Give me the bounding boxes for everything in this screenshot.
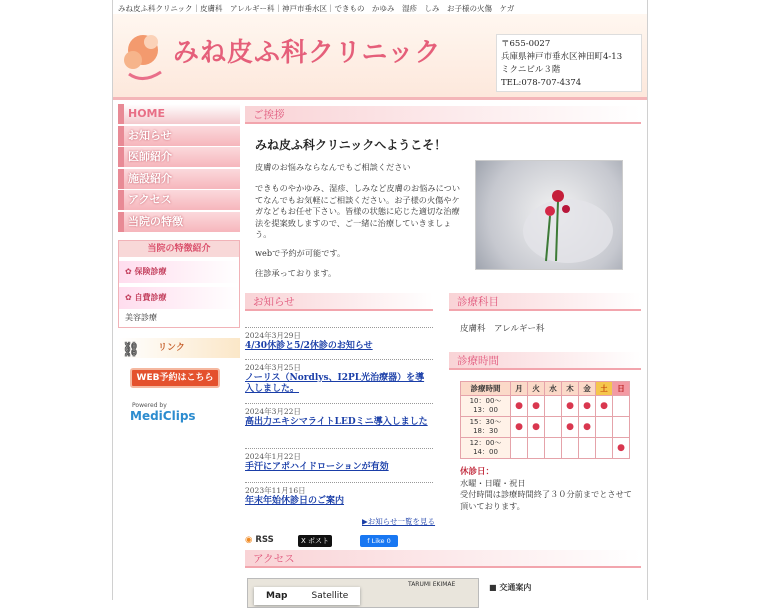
hours-header-cell: 診療時間 <box>461 382 511 396</box>
closed-days-label: 休診日： <box>460 467 495 477</box>
news-item <box>245 482 433 507</box>
postal-code: 〒655-0027 <box>501 39 551 49</box>
telephone: TEL:078-707-4374 <box>501 78 582 88</box>
news-item <box>245 327 433 352</box>
hours-mark: ● <box>562 396 579 417</box>
powered-by: Powered by <box>132 402 167 409</box>
news-date: 2024年3月29日 <box>245 331 301 340</box>
x-post-button[interactable]: X ポスト <box>298 535 332 547</box>
nav-news[interactable]: お知らせ <box>118 126 240 146</box>
hours-mark <box>545 417 562 438</box>
web-reservation-button[interactable]: WEB予約はこちら <box>130 368 220 388</box>
clinic-flower-photo <box>475 160 623 270</box>
hours-section-title: 診療時間 <box>449 352 641 370</box>
feature-insurance-label: 保険診療 <box>134 267 167 276</box>
hours-mark: ● <box>613 438 630 459</box>
address-line1: 兵庫県神戸市垂水区神田町4-13 <box>501 52 623 62</box>
access-section-title: アクセス <box>245 550 641 568</box>
hours-mark <box>579 438 596 459</box>
hours-mark <box>613 396 630 417</box>
news-link[interactable]: 4/30休診と5/2休診のお知らせ <box>245 341 373 351</box>
news-date: 2024年3月22日 <box>245 407 301 416</box>
hours-mark <box>545 396 562 417</box>
greeting-p1: 皮膚のお悩みならなんでもご相談ください <box>255 162 411 172</box>
transport-info-title: ■ 交通案内 <box>489 582 532 592</box>
features-box <box>118 240 240 328</box>
hours-header-cell: 火 <box>528 382 545 396</box>
hours-header-cell: 日 <box>613 382 630 396</box>
hours-row <box>461 438 630 459</box>
google-map[interactable] <box>247 578 479 608</box>
hours-mark: ● <box>596 396 613 417</box>
flower-icon: ✿ <box>125 267 135 276</box>
features-title: 当院の特徴紹介 <box>119 241 239 257</box>
greeting-p3: webで予約が可能です。 <box>255 248 346 258</box>
hours-table <box>460 381 630 459</box>
hours-mark <box>613 417 630 438</box>
hours-row <box>461 417 630 438</box>
feature-private[interactable] <box>119 287 239 309</box>
greeting-p4: 往診承っております。 <box>255 268 337 278</box>
news-section-title: お知らせ <box>245 293 433 311</box>
greeting-section-title: ご挨拶 <box>245 106 641 124</box>
hours-mark <box>545 438 562 459</box>
hours-mark <box>562 438 579 459</box>
link-box <box>118 338 240 423</box>
closed-days: 水曜・日曜・祝日 <box>460 478 526 488</box>
news-date: 2024年1月22日 <box>245 452 301 461</box>
logo-icon[interactable] <box>121 30 169 86</box>
facebook-like-button[interactable]: f Like 0 <box>360 535 398 547</box>
news-date: 2024年3月25日 <box>245 363 301 372</box>
hours-mark <box>596 417 613 438</box>
nav-facility[interactable]: 施設紹介 <box>118 169 240 189</box>
news-link[interactable]: ノーリス（Nordlys、I2PL光治療器）を導入しました。 <box>245 373 425 394</box>
news-link[interactable]: 高出力エキシマライトLEDミニ導入しました <box>245 417 428 427</box>
map-tab-map[interactable]: Map <box>266 591 288 601</box>
hours-mark: ● <box>562 417 579 438</box>
hours-time: 12：00～ 14：00 <box>461 438 511 459</box>
hours-header-cell: 水 <box>545 382 562 396</box>
news-link[interactable]: 手汗にアポハイドローションが有効 <box>245 462 389 472</box>
chain-icon: ⛓ <box>122 342 140 358</box>
mediclips-logo[interactable]: MediClips <box>130 409 196 423</box>
hours-header-row <box>461 382 630 396</box>
map-type-tabs <box>254 587 360 605</box>
address-box <box>496 34 642 92</box>
rss-icon: ◉ <box>245 535 253 545</box>
greeting-heading: みね皮ふ科クリニックへようこそ！ <box>255 138 447 152</box>
map-tab-satellite[interactable]: Satellite <box>311 591 349 601</box>
hours-header-cell: 金 <box>579 382 596 396</box>
hours-mark: ● <box>511 417 528 438</box>
feature-insurance[interactable] <box>119 261 239 283</box>
hours-header-cell: 木 <box>562 382 579 396</box>
news-item <box>245 359 433 395</box>
site-header <box>113 14 647 100</box>
address-line2: ミクニビル３階 <box>501 65 561 75</box>
hours-mark <box>596 438 613 459</box>
hours-mark <box>528 438 545 459</box>
link-title <box>118 338 240 358</box>
flower-icon: ✿ <box>125 293 135 302</box>
news-item <box>245 403 433 428</box>
nav-doctor[interactable]: 医師紹介 <box>118 147 240 167</box>
nav-features[interactable]: 当院の特徴 <box>118 212 240 232</box>
hours-mark: ● <box>528 417 545 438</box>
hours-row <box>461 396 630 417</box>
hours-time: 10：00～ 13：00 <box>461 396 511 417</box>
greeting-p2: できものやかゆみ、湿疹、しみなど皮膚のお悩みについてなんでもお気軽にご相談ください。お子様の火傷やケガなどもお任せ下さい。皆様の状態に応じた適切な治療法を提案致しますので、ご一緒に治療していきましょう。 <box>255 183 461 239</box>
site-title[interactable]: みね皮ふ科クリニック <box>173 38 442 68</box>
side-nav <box>118 104 240 233</box>
hours-time: 15：30～ 18：30 <box>461 417 511 438</box>
feature-beauty[interactable]: 美容診療 <box>125 313 157 322</box>
feature-private-label: 自費診療 <box>134 293 167 302</box>
map-street-label: TARUMI EKIMAE <box>408 581 456 588</box>
nav-home[interactable]: HOME <box>118 104 240 124</box>
news-more-link[interactable]: ▶お知らせ一覧を見る <box>362 517 436 526</box>
hours-mark: ● <box>579 417 596 438</box>
hours-mark <box>511 438 528 459</box>
hours-header-cell: 土 <box>596 382 613 396</box>
hours-mark: ● <box>579 396 596 417</box>
top-keywords: みね皮ふ科クリニック｜皮膚科 アレルギー科｜神戸市垂水区｜できもの かゆみ 湿疹 しみ お子様の火傷 ケガ <box>118 4 515 13</box>
news-date: 2023年11月16日 <box>245 486 306 495</box>
reception-note: 受付時間は診療時間終了３０分前までとさせて頂いております。 <box>460 489 632 511</box>
news-item <box>245 448 433 473</box>
subjects-text: 皮膚科 アレルギー科 <box>460 324 545 334</box>
subjects-section-title: 診療科目 <box>449 293 641 311</box>
hours-mark: ● <box>528 396 545 417</box>
link-title-label: リンク <box>158 343 185 353</box>
hours-header-cell: 月 <box>511 382 528 396</box>
rss-link[interactable] <box>245 535 274 545</box>
news-link[interactable]: 年末年始休診日のご案内 <box>245 496 345 506</box>
flower-image-icon <box>476 161 623 270</box>
nav-access[interactable]: アクセス <box>118 190 240 210</box>
hours-mark: ● <box>511 396 528 417</box>
rss-label: RSS <box>255 535 274 545</box>
